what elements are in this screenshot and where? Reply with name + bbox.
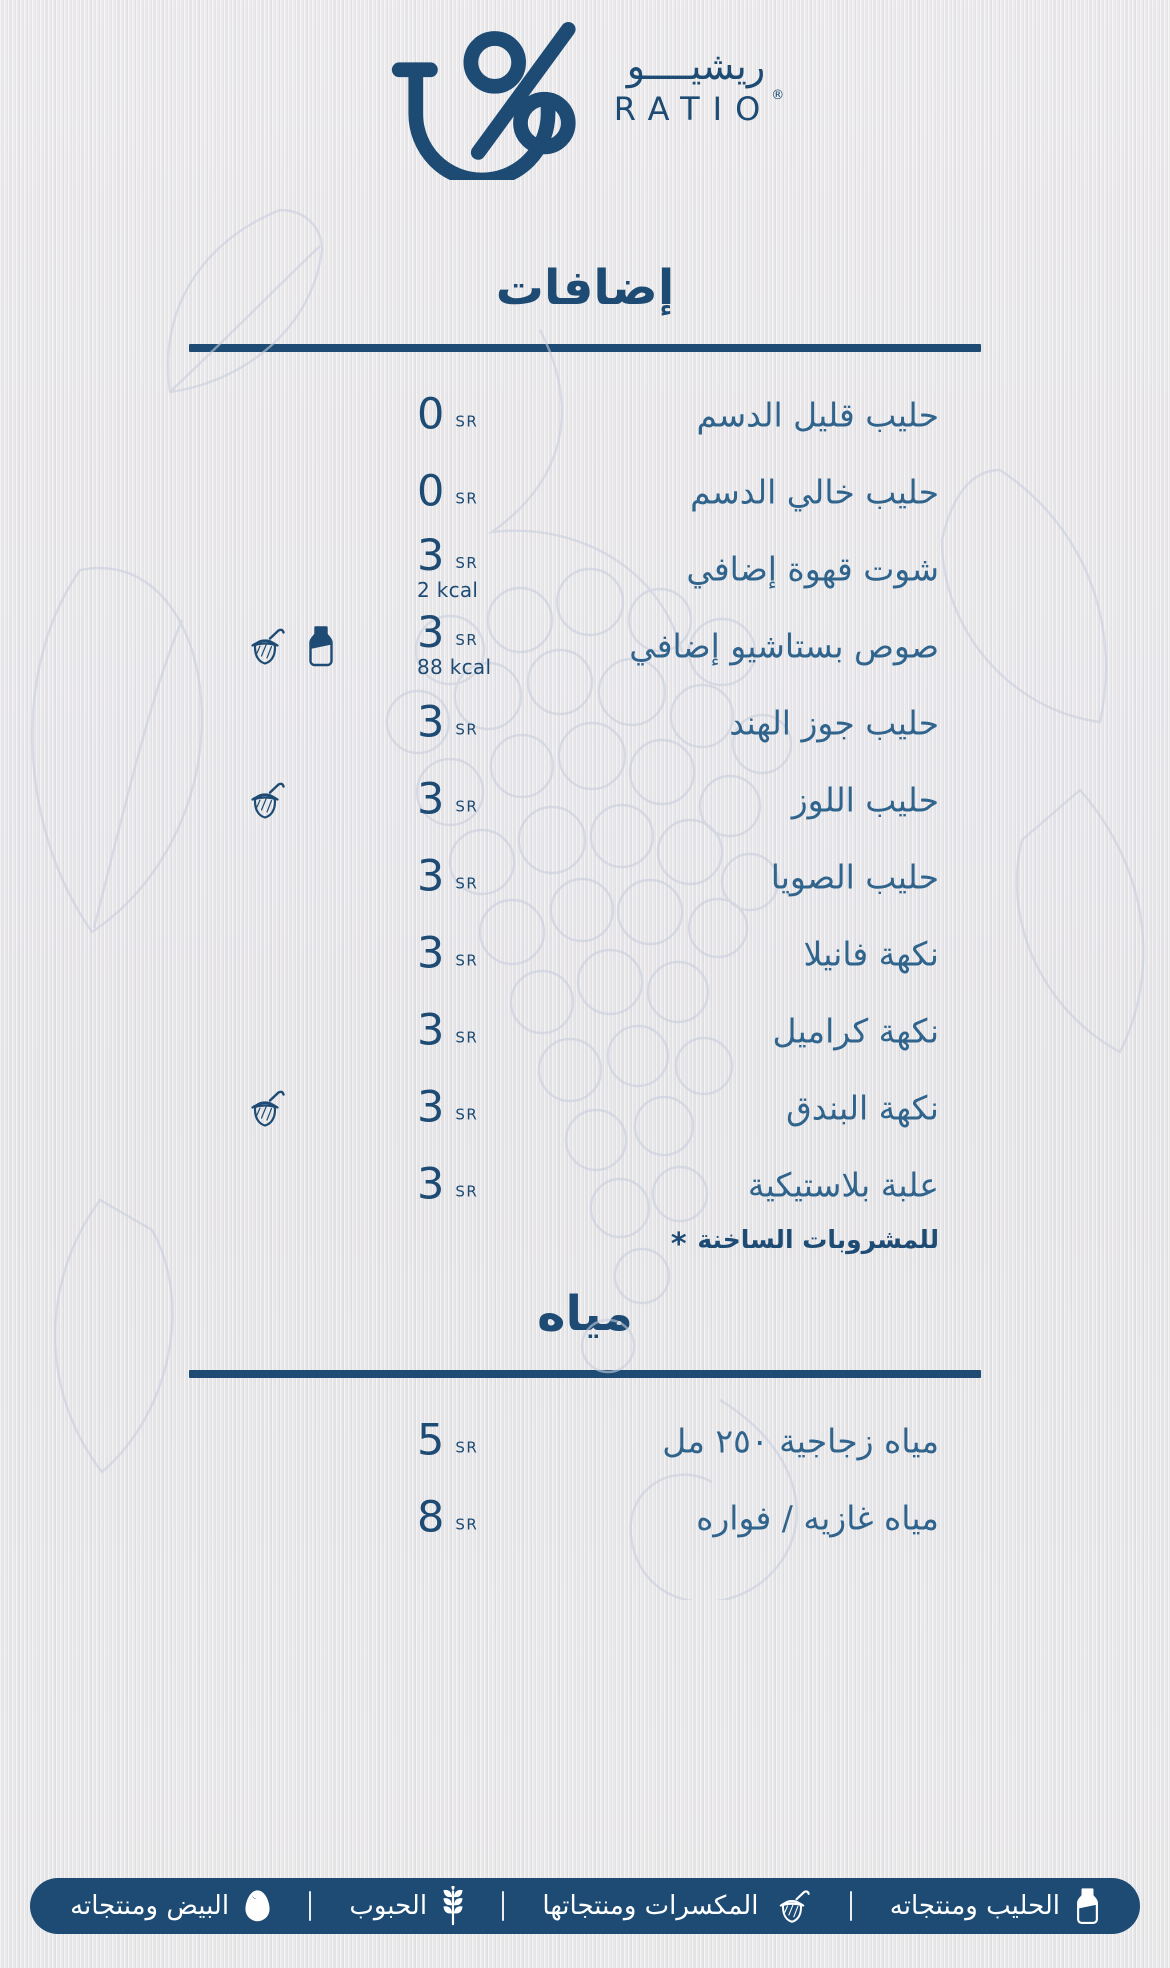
menu-item-row <box>189 530 981 607</box>
item-name: حليب اللوز <box>791 780 939 820</box>
item-name: نكهة البندق <box>786 1088 939 1128</box>
price <box>417 1005 479 1056</box>
menu-item-row <box>189 1069 981 1146</box>
price-value: 0 <box>417 466 445 517</box>
price <box>417 928 479 979</box>
additions-list <box>189 376 981 1223</box>
price-value: 3 <box>417 1005 445 1056</box>
item-name: حليب الصويا <box>770 857 939 897</box>
price <box>417 1415 479 1466</box>
menu-item-row <box>189 992 981 1069</box>
currency-label: SR <box>455 720 479 739</box>
asterisk: * <box>670 1227 687 1263</box>
price <box>417 466 479 517</box>
menu-item-row <box>189 607 981 684</box>
currency-label: SR <box>455 1105 479 1124</box>
brand-name-latin <box>608 87 785 128</box>
menu-item-row <box>189 1479 981 1556</box>
price-value: 3 <box>417 1082 445 1133</box>
legend-separator <box>850 1891 852 1921</box>
legend-eggs <box>70 1889 271 1923</box>
item-name: نكهة فانيلا <box>803 934 939 974</box>
price <box>417 608 492 679</box>
acorn-icon <box>244 1088 286 1128</box>
price-value: 3 <box>417 851 445 902</box>
legend-grains <box>349 1886 464 1926</box>
legend-label: المكسرات ومنتجاتها <box>542 1891 759 1921</box>
menu-item-row <box>189 453 981 530</box>
price-value: 3 <box>417 697 445 748</box>
item-name: مياه زجاجية ٢٥٠ مل <box>662 1421 939 1461</box>
menu-item-row <box>189 1146 981 1223</box>
price-value: 3 <box>417 1159 445 1210</box>
price <box>417 531 479 602</box>
legend-nuts <box>542 1888 811 1924</box>
hot-drinks-note <box>189 1225 981 1262</box>
currency-label: SR <box>455 1182 479 1201</box>
currency-label: SR <box>455 489 479 508</box>
calories <box>417 578 478 602</box>
price <box>417 774 479 825</box>
allergen-legend-bar <box>30 1878 1140 1934</box>
price-value: 3 <box>417 774 445 825</box>
wheat-icon <box>442 1886 464 1926</box>
brand-wordmark <box>608 46 785 128</box>
currency-label: SR <box>455 631 479 649</box>
legend-milk <box>890 1887 1100 1925</box>
legend-label: الحبوب <box>349 1891 428 1921</box>
currency-label: SR <box>455 1438 479 1457</box>
calories-unit: kcal <box>436 578 479 602</box>
water-list <box>189 1402 981 1556</box>
item-name: صوص بستاشيو إضافي <box>629 626 939 666</box>
brand-logo <box>0 0 1170 178</box>
allergen-icons <box>244 1088 286 1128</box>
price <box>417 697 479 748</box>
price <box>417 1159 479 1210</box>
price-value: 3 <box>417 531 445 582</box>
item-name: شوت قهوة إضافي <box>686 549 939 589</box>
note-text: للمشروبات الساخنة <box>697 1225 939 1255</box>
price-value: 8 <box>417 1492 445 1543</box>
item-name: مياه غازيه / فواره <box>696 1498 939 1538</box>
price <box>417 1082 479 1133</box>
menu-item-row <box>189 1402 981 1479</box>
milk-bottle-icon <box>307 625 335 667</box>
registered-mark: ® <box>771 87 785 103</box>
section-title-water: مياه <box>537 1286 633 1343</box>
brand-name-arabic: ريشيــــو <box>626 44 766 88</box>
section-divider <box>189 344 981 352</box>
calories <box>417 655 491 679</box>
currency-label: SR <box>455 554 479 572</box>
menu-item-row <box>189 761 981 838</box>
item-name: حليب جوز الهند <box>729 703 939 743</box>
acorn-icon <box>773 1888 811 1924</box>
menu-item-row <box>189 915 981 992</box>
price <box>417 1492 479 1543</box>
item-name: نكهة كراميل <box>772 1011 939 1051</box>
item-name: علبة بلاستيكية <box>747 1165 939 1205</box>
section-divider <box>189 1370 981 1378</box>
currency-label: SR <box>455 874 479 893</box>
legend-label: الحليب ومنتجاته <box>889 1891 1060 1921</box>
milk-bottle-icon <box>1075 1887 1100 1925</box>
calories-value: 2 <box>417 578 431 602</box>
menu-item-row <box>189 684 981 761</box>
item-name: حليب قليل الدسم <box>696 395 939 435</box>
price <box>417 851 479 902</box>
price <box>417 389 479 440</box>
currency-label: SR <box>455 1028 479 1047</box>
menu-item-row <box>189 838 981 915</box>
legend-separator <box>502 1891 504 1921</box>
price-value: 0 <box>417 389 445 440</box>
legend-label: البيض ومنتجاته <box>70 1891 230 1921</box>
currency-label: SR <box>455 797 479 816</box>
egg-icon <box>244 1889 271 1923</box>
allergen-icons <box>244 625 335 667</box>
price-value: 3 <box>417 928 445 979</box>
acorn-icon <box>244 780 286 820</box>
acorn-icon <box>244 626 286 666</box>
allergen-icons <box>244 780 286 820</box>
price-value: 3 <box>417 608 445 659</box>
section-title-additions: إضافات <box>495 260 675 316</box>
menu-item-row <box>189 376 981 453</box>
currency-label: SR <box>455 412 479 431</box>
calories-unit: kcal <box>449 655 492 679</box>
brand-latin-text: RATIO <box>613 89 774 128</box>
currency-label: SR <box>455 951 479 970</box>
ratio-cup-percent-icon <box>386 22 598 180</box>
item-name: حليب خالي الدسم <box>690 472 939 512</box>
currency-label: SR <box>455 1515 479 1534</box>
price-value: 5 <box>417 1415 445 1466</box>
legend-separator <box>309 1891 311 1921</box>
calories-value: 88 <box>417 655 444 679</box>
